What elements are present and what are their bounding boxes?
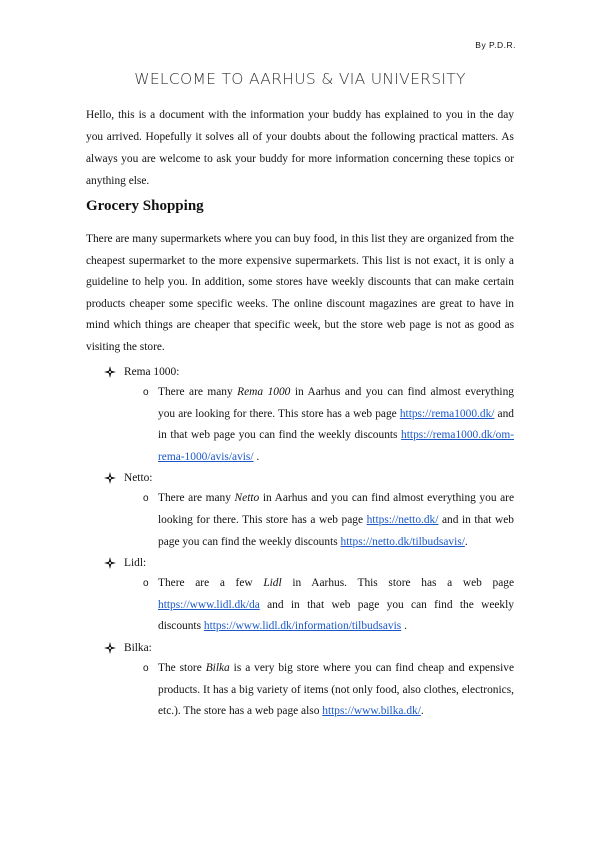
lidl-discounts-link[interactable]: https://www.lidl.dk/information/tilbudsavis <box>203 620 402 633</box>
store-name-netto: Netto: <box>104 468 514 488</box>
circle-bullet-icon: o <box>143 578 149 590</box>
netto-discounts-link[interactable]: https://netto.dk/tilbudsavis/ <box>340 535 465 548</box>
store-name-bilka: Bilka: <box>104 638 514 658</box>
rema-website-link[interactable]: https://rema1000.dk/ <box>399 407 495 420</box>
store-item-rema <box>104 362 514 468</box>
store-name-rema: Rema 1000: <box>104 362 514 382</box>
section-paragraph: There are many supermarkets where you can buy food, in this list they are organized from the cheapest supermarket to the more expensive supermarkets. This list is not exact, it is only a guideline to help you. In addition, some stores have weekly discounts that can make certain products cheaper some specific weeks. The online discount magazines are great to have in mind which things are cheaper that specific week, but the store web page is not as good as visiting the store. <box>86 233 514 353</box>
netto-website-link[interactable]: https://netto.dk/ <box>366 513 439 526</box>
diamond-bullet-icon <box>104 557 116 569</box>
lidl-website-link[interactable]: https://www.lidl.dk/da <box>158 598 260 611</box>
store-name-lidl: Lidl: <box>104 553 514 573</box>
circle-bullet-icon: o <box>143 662 149 674</box>
diamond-bullet-icon <box>104 366 116 378</box>
store-item-netto <box>104 468 514 553</box>
rema-discounts-link[interactable]: https://rema1000.dk/om-rema-1000/avis/avis/ <box>158 429 514 463</box>
store-item-bilka <box>104 638 514 723</box>
circle-bullet-icon: o <box>143 493 149 505</box>
diamond-bullet-icon <box>104 472 116 484</box>
circle-bullet-icon: o <box>143 387 149 398</box>
diamond-bullet-icon <box>104 642 116 654</box>
store-desc-bilka: o The store Bilka is a very big store where you can find cheap and expensive products. It has a big variety of items (not only food, also clothes, electronics, etc.). The store has a web page also https://www.bilka.dk/. <box>158 658 514 723</box>
store-desc-lidl: o There are a few Lidl in Aarhus. This store has a web page https://www.lidl.dk/da and in that web page you can find the weekly discounts https://www.lidl.dk/information/tilbudsavis . <box>158 573 514 638</box>
document-title: WELCOME TO AARHUS & VIA UNIVERSITY <box>134 70 466 88</box>
store-item-lidl <box>104 553 514 638</box>
store-desc-netto: o There are many Netto in Aarhus and you can find almost everything you are looking for there. This store has a web page https://netto.dk/ and in that web page you can find the weekly discounts https://netto.dk/tilbudsavis/. <box>158 488 514 553</box>
author-line: By P.D.R. <box>475 40 516 50</box>
bilka-website-link[interactable]: https://www.bilka.dk/ <box>322 705 421 718</box>
section-heading: Grocery Shopping <box>86 198 204 214</box>
store-desc-rema: o There are many Rema 1000 in Aarhus and you can find almost everything you are looking for there. This store has a web page https://rema1000.dk/ and in that web page you can find the weekly discounts https://rema1000.dk/om-rema-1000/avis/avis/ . <box>158 382 514 468</box>
store-list <box>104 362 514 723</box>
intro-paragraph: Hello, this is a document with the information your buddy has explained to you in the day you arrived. Hopefully it solves all of your doubts about the following practical matters. As always you are welcome to ask your buddy for more information concerning these topics or anything else. <box>86 109 514 187</box>
